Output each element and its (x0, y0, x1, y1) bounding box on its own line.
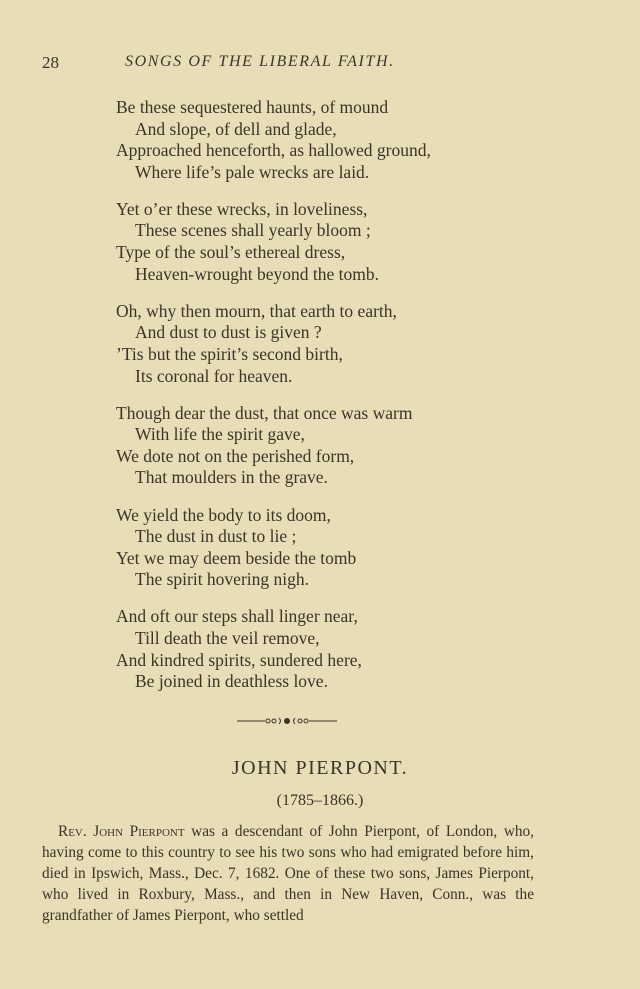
running-title: SONGS OF THE LIBERAL FAITH. (125, 53, 395, 70)
poem-line: Oh, why then mourn, that earth to earth, (116, 300, 397, 321)
poem-line: Heaven-wrought beyond the tomb. (135, 263, 379, 284)
poem (116, 97, 431, 708)
poem-line: With life the spirit gave, (135, 424, 305, 445)
poem-line: We dote not on the perished form, (116, 445, 355, 466)
ornament-divider-icon (237, 714, 337, 728)
poem-line: Till death the veil remove, (135, 627, 320, 648)
poem-line: Yet o’er these wrecks, in loveliness, (116, 198, 368, 219)
poem-line: Approached henceforth, as hallowed ground, (116, 140, 431, 161)
stanza (116, 403, 431, 489)
stanza (116, 505, 431, 591)
poem-line: Where life’s pale wrecks are laid. (135, 161, 370, 182)
poem-line: Its coronal for heaven. (135, 365, 293, 386)
stanza (116, 606, 431, 692)
biography-paragraph (42, 821, 534, 926)
poem-line: And slope, of dell and glade, (135, 118, 337, 139)
poem-line: The spirit hovering nigh. (135, 569, 310, 590)
poem-line: Be these sequestered haunts, of mound (116, 97, 389, 117)
poem-line: That moulders in the grave. (135, 467, 328, 488)
poem-line: And kindred spirits, sundered here, (116, 649, 362, 670)
poem-line: Though dear the dust, that once was warm (116, 402, 413, 423)
poem-line: We yield the body to its doom, (116, 504, 331, 525)
stanza (116, 301, 431, 387)
poem-line: ’Tis but the spirit’s second birth, (116, 343, 343, 364)
poem-line: Yet we may deem beside the tomb (116, 547, 357, 568)
section-dates: (1785–1866.) (276, 792, 364, 809)
stanza (116, 97, 431, 183)
paragraph-body: was a descendant of John Pierpont, of London, who, having come to this country to see his two sons who had emigrated before him, died in Ipswich, Mass., Dec. 7, 1682. One of these two sons, James Pierpont, who lived in Roxbury, Mass., and then in New Haven, Conn., was the grandfather of James Pierpont, who settled (42, 823, 534, 924)
poem-line: These scenes shall yearly bloom ; (135, 220, 371, 241)
poem-line: The dust in dust to lie ; (135, 526, 297, 547)
poem-line: Type of the soul’s ethereal dress, (116, 242, 346, 263)
poem-line: And oft our steps shall linger near, (116, 606, 358, 627)
page-number: 28 (42, 53, 59, 72)
lead-name: Rev. John Pierpont (58, 823, 185, 840)
poem-line: And dust to dust is given ? (135, 322, 322, 343)
stanza (116, 199, 431, 285)
section-title: JOHN PIERPONT. (231, 757, 409, 779)
poem-line: Be joined in deathless love. (135, 671, 328, 692)
